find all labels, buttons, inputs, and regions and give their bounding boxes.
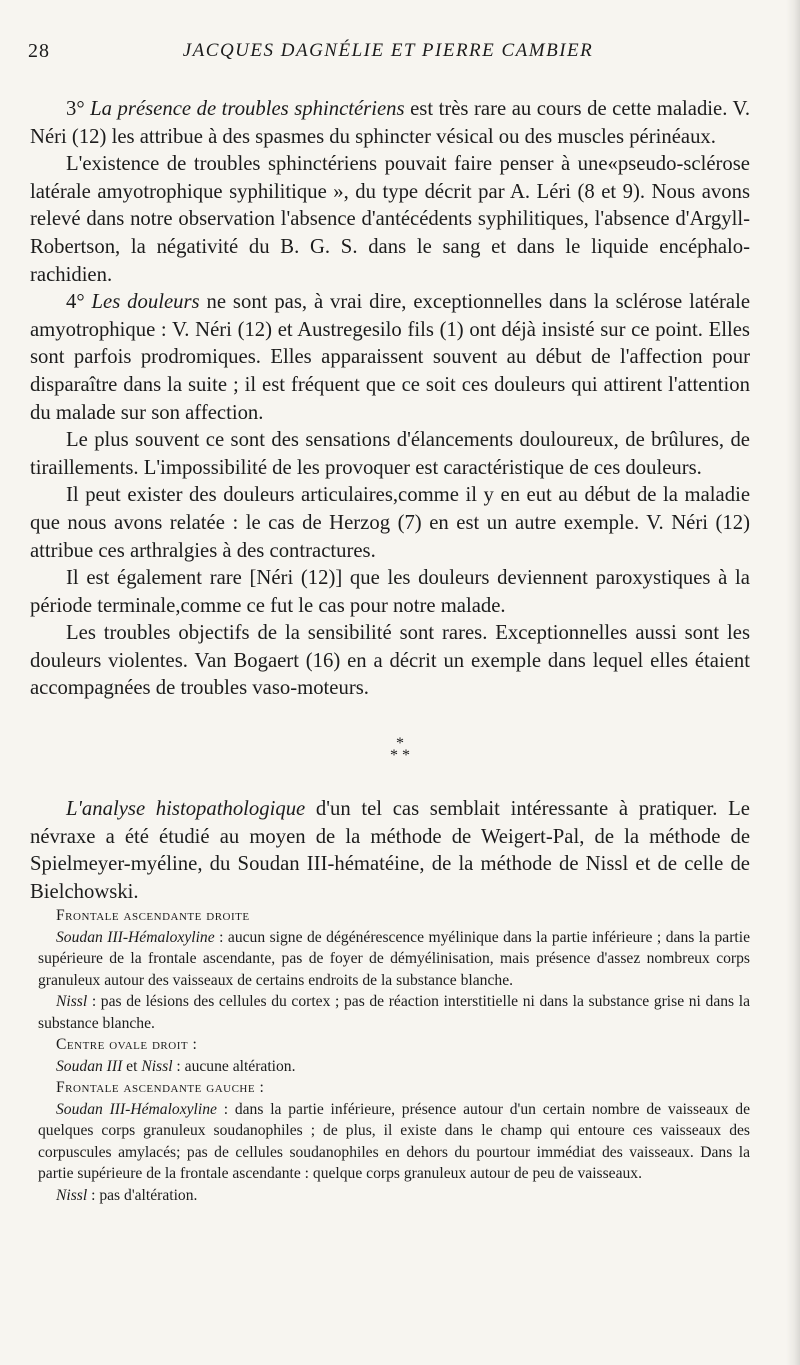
section-title: La présence de troubles sphinctériens (90, 98, 405, 120)
section-separator (0, 735, 800, 764)
page-header (28, 40, 748, 70)
paragraph-objective: Les troubles objectifs de la sensibilité sont rares. Exceptionnelles aussi sont les douleurs violentes. Van Bogaert (16) en a décrit un exemple dans lequel elles étaient accompagnées de troubles vaso-moteurs. (30, 622, 750, 700)
note-label: Soudan III (56, 1057, 123, 1075)
note-connector: et (122, 1057, 142, 1075)
histology-notes (38, 905, 750, 1206)
paragraph-articular: Il peut exister des douleurs articulaires,comme il y en eut au début de la maladie que nous avons relatée : le cas de Herzog (7) en est un autre exemple. V. Néri (12) attribue ces arthralgies à des contractures. (30, 484, 750, 562)
page-edge-shadow (786, 0, 800, 1365)
paragraph-text: d'un tel cas semblait intéressante à pratiquer. Le névraxe a été étudié au moyen de la méthode de Weigert-Pal, de la méthode de Spielmeyer-myéline, du Soudan III-hématéine, de la méthode de Nissl et de celle de Bielchowski. (30, 798, 750, 903)
paragraph-sensations: Le plus souvent ce sont des sensations d'élancements douloureux, de brûlures, de tiraillements. L'impossibilité de les provoquer est caractéristique de ces douleurs. (30, 429, 750, 479)
note-heading: Frontale ascendante gauche : (56, 1079, 265, 1096)
paragraph-pain (30, 289, 750, 427)
note-entry (38, 1099, 750, 1185)
section-number: 4° (66, 291, 85, 314)
note-entry (38, 991, 750, 1034)
histology-lead: L'analyse histopathologique (66, 798, 306, 820)
paragraph-sphincter (30, 96, 750, 151)
paragraph-paroxysmal: Il est également rare [Néri (12)] que les douleurs deviennent paroxystiques à la période terminale,comme ce fut le cas pour notre malade. (30, 567, 750, 617)
note-entry (38, 1056, 750, 1078)
note-text: : pas de lésions des cellules du cortex ; pas de réaction interstitielle ni dans la substance grise ni dans la substance blanche. (38, 993, 750, 1032)
note-label: Nissl (56, 993, 88, 1010)
note-heading: Frontale ascendante droite (56, 907, 250, 924)
note-entry (38, 1185, 750, 1207)
paragraph-histology (30, 796, 750, 906)
note-heading: Centre ovale droit : (56, 1036, 198, 1053)
note-text: : dans la partie inférieure, présence autour d'un certain nombre de vaisseaux de quelques corps granuleux soudanophiles ; de plus, il existe dans le champ qui entoure ces vaisseaux des corpuscules amylacés; pas de cellules soudanophiles en dehors du pourtour immédiat des vaisseaux. Dans la partie supérieure de la frontale ascendante : quelque corps granuleux autour de peu de vaisseaux. (38, 1100, 750, 1182)
note-text: : pas d'altération. (87, 1186, 198, 1204)
paragraph-text: est très rare au cours de cette maladie. V. Néri (12) les attribue à des spasmes du sphincter vésical ou des muscles périnéaux. (30, 98, 750, 148)
note-label: Nissl (141, 1057, 173, 1075)
note-text: : aucune altération. (172, 1057, 296, 1075)
running-head: JACQUES DAGNÉLIE ET PIERRE CAMBIER (182, 40, 594, 61)
note-text: : aucun signe de dégénérescence myélinique dans la partie inférieure ; dans la partie supérieure de la frontale ascendante, pas de foyer de démyélinisation, mais présence d'assez nombreux corps granuleux autour des vaisseaux de certains endroits de la substance blanche. (38, 928, 751, 989)
note-label: Nissl (56, 1186, 88, 1204)
main-text (30, 96, 750, 703)
page-number: 28 (28, 40, 50, 62)
section-title: Les douleurs (91, 291, 200, 314)
section-number: 3° (66, 98, 85, 120)
note-label: Soudan III-Hémaloxуline (56, 928, 215, 946)
note-entry (38, 927, 750, 992)
separator-top: * (396, 735, 404, 752)
separator-bottom: * * (390, 747, 410, 764)
histology-text (30, 796, 750, 906)
paragraph-syphilis: L'existence de troubles sphinctériens pouvait faire penser à une«pseudo-sclérose latérale amyotrophique syphilitique », du type décrit par A. Léri (8 et 9). Nous avons relevé dans notre observation l'absence d'antécédents syphilitiques, l'absence d'Argyll-Robertson, la négativité du B. G. S. dans le sang et dans le liquide encéphalo-rachidien. (30, 153, 750, 286)
note-label: Soudan III-Hémaloxyline (56, 1100, 217, 1118)
paragraph-text: ne sont pas, à vrai dire, exceptionnelles dans la sclérose latérale amyotrophique : V. Néri (12) et Austregesilo fils (1) ont déjà insisté sur ce point. Elles sont parfois prodromiques. Elles apparaissent souvent au début de l'affection pour disparaître dans la suite ; il est fréquent que ce soit ces douleurs qui attirent l'attention du malade sur son affection. (30, 291, 750, 424)
